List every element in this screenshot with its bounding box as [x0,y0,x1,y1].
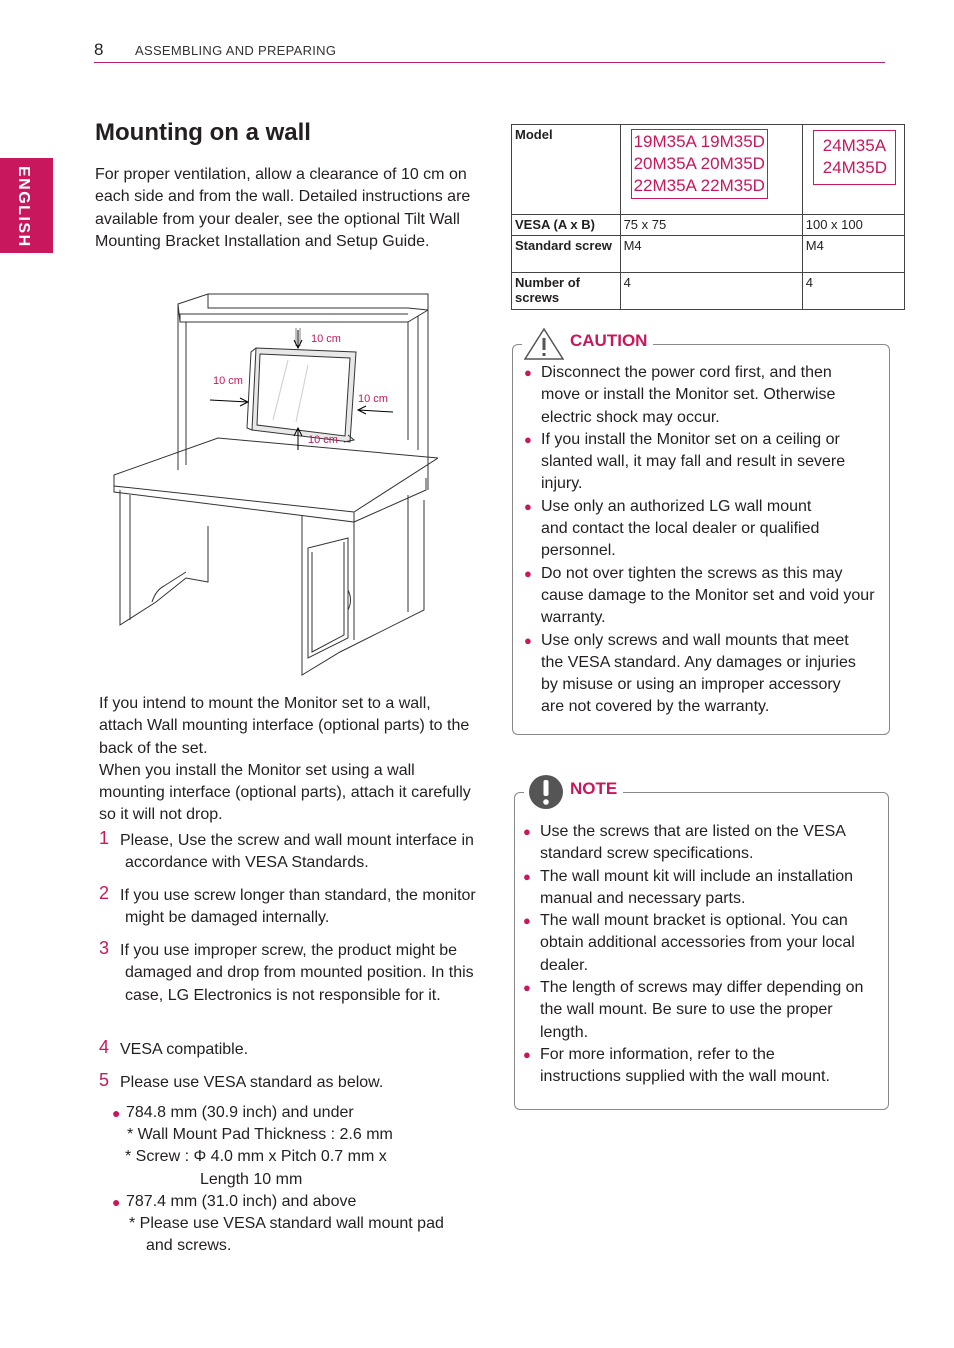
clearance-right-label: 10 cm [358,393,388,405]
table-row [512,215,905,236]
model-group-a [631,129,768,199]
note-label: NOTE [566,779,623,799]
list-item [523,821,871,866]
section-title: ASSEMBLING AND PREPARING [135,43,337,58]
bullet-icon: ● [524,431,532,447]
header-rule [94,62,885,63]
step-text: VESA compatible. [120,1041,249,1058]
step-text: Please, Use the screw and wall mount interface in accordance with VESA Standards. [120,832,474,871]
list-item [523,977,871,1044]
caution-item-text: Disconnect the power cord first, and then move or install the Monitor set. Otherwise electric shock may occur. [541,364,836,426]
list-item [524,362,869,429]
list-item [523,1044,850,1089]
step-text: If you use screw longer than standard, the monitor might be damaged internally. [120,887,476,926]
clearance-bottom-label: 10 cm [308,434,338,446]
note-item-text: The wall mount kit will include an installation manual and necessary parts. [540,867,854,907]
vesa-sub-line: and screws. [146,1237,232,1254]
list-item [523,866,871,911]
list-item [524,630,861,719]
note-item-text: For more information, refer to the instructions supplied with the wall mount. [540,1045,830,1086]
list-item [524,563,876,630]
page-title: Mounting on a wall [95,119,311,146]
model-line: 24M35A [822,136,887,155]
clearance-diagram [108,290,438,685]
intro-paragraph: For proper ventilation, allow a clearance of 10 cm on each side and from the wall. Detailed instructions are available from your dealer, see the optional Tilt Wall Mounting Bracket Installation and Setup Guide. [95,166,471,250]
caution-item-text: If you install the Monitor set on a ceiling or slanted wall, it may fall and result in severe injury. [541,430,846,493]
step-number: 2 [99,883,110,903]
step-text: If you use improper screw, the product might be damaged and drop from mounted position. In this case, LG Electronics is not responsible for it. [120,942,474,1004]
list-item [524,429,869,496]
caution-label: CAUTION [566,331,653,351]
bullet-icon: ● [112,1105,121,1121]
step-number: 4 [99,1037,110,1057]
table-row-label: Number of screws [512,273,621,310]
note-icon [524,772,566,812]
note-item-text: The length of screws may differ depending on the wall mount. Be sure to use the proper length. [540,979,864,1041]
note-list [523,821,871,1089]
note-item-text: The wall mount bracket is optional. You can obtain additional accessories from your local dealer. [540,912,855,974]
list-item [523,910,871,977]
bullet-icon: ● [524,498,532,514]
table-cell [802,125,904,215]
vesa-sub-line: Length 10 mm [200,1171,303,1188]
model-line: 22M35A 22M35D [633,176,765,195]
table-row [512,236,905,273]
list-item [524,496,831,563]
vesa-bullet-1 [112,1102,354,1124]
table-cell: 4 [802,273,904,310]
table-row [512,125,905,215]
vesa-sub-line: * Wall Mount Pad Thickness : 2.6 mm [127,1126,393,1143]
table-cell: 4 [620,273,802,310]
mount-paragraph-2: When you install the Monitor set using a wall mounting interface (optional parts), attach it carefully so it will not drop. [99,761,471,824]
vesa-sub-line: * Please use VESA standard wall mount pad [129,1215,444,1232]
bullet-icon: ● [523,824,531,839]
caution-item-text: Use only an authorized LG wall mount and contact the local dealer or qualified personnel. [541,497,820,560]
clearance-top-label: 10 cm [311,333,341,345]
step-4 [99,1039,479,1061]
vesa-bullet-2 [112,1191,356,1213]
clearance-left-label: 10 cm [213,375,243,387]
bullet-icon: ● [524,632,532,648]
step-3 [99,940,479,1007]
bullet-icon: ● [524,365,532,380]
table-header-model: Model [512,125,621,215]
step-number: 5 [99,1070,110,1090]
caution-list [524,362,875,719]
model-group-b [813,130,896,185]
language-tab-label: ENGLISH [15,166,32,248]
step-number: 3 [99,938,110,958]
vesa-sub-line: * Screw : Φ 4.0 mm x Pitch 0.7 mm x [125,1148,387,1165]
caution-item-text: Do not over tighten the screws as this may cause damage to the Monitor set and void your warranty. [541,564,875,627]
table-cell: M4 [802,236,904,273]
bullet-icon: ● [523,913,531,929]
table-row-label: VESA (A x B) [512,215,621,236]
bullet-icon: ● [523,1046,531,1062]
mount-paragraph [99,693,474,827]
language-tab [0,158,53,253]
table-row-label: Standard screw [512,236,621,273]
step-text: Please use VESA standard as below. [120,1074,384,1091]
step-1 [99,830,479,873]
model-line: 19M35A 19M35D [633,132,765,151]
bullet-icon: ● [524,565,532,581]
caution-item-text: Use only screws and wall mounts that meet the VESA standard. Any damages or injuries by misuse or using an improper accessory are not covered by the warranty. [541,631,856,716]
bullet-text: 787.4 mm (31.0 inch) and above [126,1193,357,1210]
bullet-icon: ● [523,980,531,996]
table-cell: M4 [620,236,802,273]
bullet-text: 784.8 mm (30.9 inch) and under [126,1104,354,1121]
model-line: 24M35D [822,158,887,177]
note-item-text: Use the screws that are listed on the VESA standard screw specifications. [540,823,846,863]
bullet-icon: ● [112,1194,121,1210]
step-number: 1 [99,828,110,848]
table-cell [620,125,802,215]
bullet-icon: ● [523,868,531,884]
table-cell: 75 x 75 [620,215,802,236]
step-5 [99,1072,479,1094]
table-cell: 100 x 100 [802,215,904,236]
page-number: 8 [94,40,104,59]
model-line: 20M35A 20M35D [633,154,765,173]
warning-triangle-icon [522,326,566,362]
table-row [512,273,905,310]
mount-paragraph-1: If you intend to mount the Monitor set to a wall, attach Wall mounting interface (optional parts) to the back of the set. [99,695,470,757]
vesa-spec-table [511,124,905,310]
step-2 [99,885,479,928]
